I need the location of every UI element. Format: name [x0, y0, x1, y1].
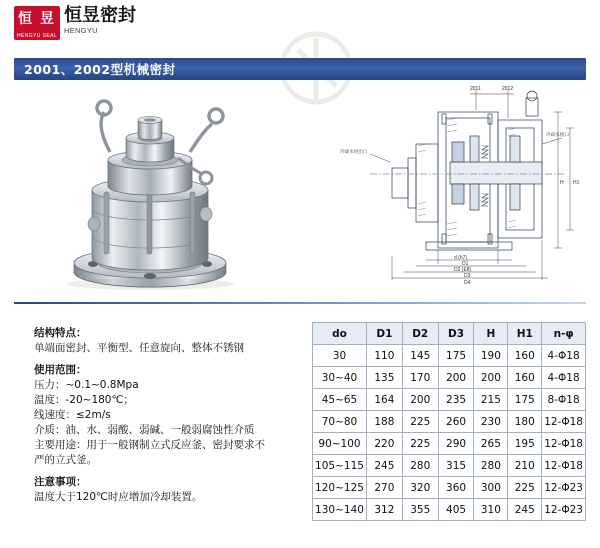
- drawing-label-h1: H1: [573, 180, 580, 186]
- table-cell: 8-Φ18: [542, 389, 586, 411]
- range-line-speed: 线速度：≤2m/s: [34, 409, 111, 421]
- logo-mark-subtext: HENGYU SEAL: [17, 33, 57, 39]
- table-cell: 30: [313, 345, 367, 367]
- table-cell: 315: [438, 455, 474, 477]
- notice-title: 注意事项：: [34, 476, 87, 488]
- table-cell: 220: [366, 433, 402, 455]
- table-header-cell: H: [474, 323, 508, 345]
- table-cell: 12-Φ23: [542, 499, 586, 521]
- table-cell: 12-Φ18: [542, 411, 586, 433]
- structure-body: 单端面密封、平衡型、任意旋向、整体不锈钢: [34, 342, 244, 354]
- brand-text: [64, 6, 136, 36]
- table-row: [313, 389, 586, 411]
- logo-mark-char-1: 恒: [18, 11, 32, 27]
- table-cell: 405: [438, 499, 474, 521]
- table-cell: 280: [402, 455, 438, 477]
- specification-text: [34, 326, 306, 505]
- table-cell: 70~80: [313, 411, 367, 433]
- range-line-temperature: 温度：-20~180℃；: [34, 394, 134, 406]
- table-cell: 170: [402, 367, 438, 389]
- table-cell: 195: [508, 433, 542, 455]
- table-cell: 280: [474, 455, 508, 477]
- drawing-label-cooling-port: 冷却水接口: [546, 133, 569, 138]
- table-header-cell: D2: [402, 323, 438, 345]
- table-header-row: [313, 323, 586, 345]
- table-cell: 310: [474, 499, 508, 521]
- drawing-label-cooling-inlet: 冷却水进出口: [340, 150, 368, 155]
- brand-name-cn: 恒昱密封: [64, 5, 136, 26]
- section-divider: [14, 302, 586, 304]
- table-cell: 270: [366, 477, 402, 499]
- table-row: [313, 345, 586, 367]
- table-cell: 4-Φ18: [542, 367, 586, 389]
- table-cell: 190: [474, 345, 508, 367]
- logo-mark-icon: [14, 6, 60, 40]
- table-header-cell: D1: [366, 323, 402, 345]
- table-row: [313, 455, 586, 477]
- table-cell: 355: [402, 499, 438, 521]
- drawing-label-d3: D3: [464, 273, 471, 279]
- table-row: [313, 499, 586, 521]
- table-row: [313, 367, 586, 389]
- range-title: 使用范围：: [34, 364, 87, 376]
- table-header-cell: n-φ: [542, 323, 586, 345]
- table-cell: 290: [438, 433, 474, 455]
- range-line-medium: 介质：油、水、弱酸、弱碱、一般弱腐蚀性介质: [34, 424, 255, 436]
- drawing-label-2012: 2012: [502, 86, 514, 92]
- range-line-usage-1: 主要用途：用于一般钢制立式反应釜、密封要求不: [34, 439, 265, 451]
- table-cell: 160: [508, 367, 542, 389]
- table-row: [313, 477, 586, 499]
- table-cell: 260: [438, 411, 474, 433]
- table-cell: 225: [402, 411, 438, 433]
- section-title-bar: [14, 58, 586, 80]
- table-cell: 245: [508, 499, 542, 521]
- table-cell: 135: [366, 367, 402, 389]
- table-cell: 265: [474, 433, 508, 455]
- spec-table-wrapper: [312, 322, 586, 521]
- table-cell: 180: [508, 411, 542, 433]
- table-cell: 175: [438, 345, 474, 367]
- table-cell: 188: [366, 411, 402, 433]
- table-cell: 145: [402, 345, 438, 367]
- spec-table: [312, 322, 586, 521]
- table-cell: 200: [438, 367, 474, 389]
- notice-body: 温度大于120℃时应增加冷却装置。: [34, 491, 203, 503]
- table-cell: 210: [508, 455, 542, 477]
- table-header-cell: H1: [508, 323, 542, 345]
- table-cell: 90~100: [313, 433, 367, 455]
- table-cell: 110: [366, 345, 402, 367]
- table-cell: 175: [508, 389, 542, 411]
- drawing-label-2011: 2011: [470, 86, 481, 92]
- table-cell: 12-Φ23: [542, 477, 586, 499]
- table-cell: 235: [438, 389, 474, 411]
- technical-drawing: [330, 84, 588, 289]
- table-cell: 120~125: [313, 477, 367, 499]
- table-cell: 200: [402, 389, 438, 411]
- table-cell: 360: [438, 477, 474, 499]
- product-photo: [30, 86, 270, 291]
- table-cell: 30~40: [313, 367, 367, 389]
- table-cell: 12-Φ18: [542, 455, 586, 477]
- drawing-label-h: H: [560, 180, 564, 186]
- range-line-pressure: 压力：~0.1~0.8Mpa: [34, 379, 139, 391]
- table-header-cell: do: [313, 323, 367, 345]
- table-cell: 4-Φ18: [542, 345, 586, 367]
- drawing-label-d4: D4: [464, 280, 471, 286]
- table-row: [313, 411, 586, 433]
- table-header-cell: D3: [438, 323, 474, 345]
- range-line-usage-2: 严的立式釜。: [34, 454, 97, 466]
- table-cell: 160: [508, 345, 542, 367]
- structure-title: 结构特点：: [34, 327, 87, 339]
- table-cell: 130~140: [313, 499, 367, 521]
- table-cell: 320: [402, 477, 438, 499]
- table-cell: 12-Φ18: [542, 433, 586, 455]
- table-cell: 45~65: [313, 389, 367, 411]
- table-row: [313, 433, 586, 455]
- table-cell: 225: [402, 433, 438, 455]
- table-cell: 225: [508, 477, 542, 499]
- brand-name-en: HENGYU: [64, 26, 98, 35]
- table-cell: 200: [474, 367, 508, 389]
- drawing-label-d-h7: d (h7): [454, 255, 468, 261]
- logo-mark-char-2: 昱: [40, 11, 54, 27]
- drawing-label-d2: D2 (E8): [454, 267, 472, 273]
- table-cell: 245: [366, 455, 402, 477]
- table-cell: 215: [474, 389, 508, 411]
- table-cell: 230: [474, 411, 508, 433]
- table-cell: 164: [366, 389, 402, 411]
- brand-logo: [14, 6, 136, 40]
- drawing-label-d1: D1: [462, 261, 469, 267]
- section-title-text: 2001、2002型机械密封: [24, 62, 176, 77]
- table-cell: 105~115: [313, 455, 367, 477]
- table-cell: 300: [474, 477, 508, 499]
- table-cell: 312: [366, 499, 402, 521]
